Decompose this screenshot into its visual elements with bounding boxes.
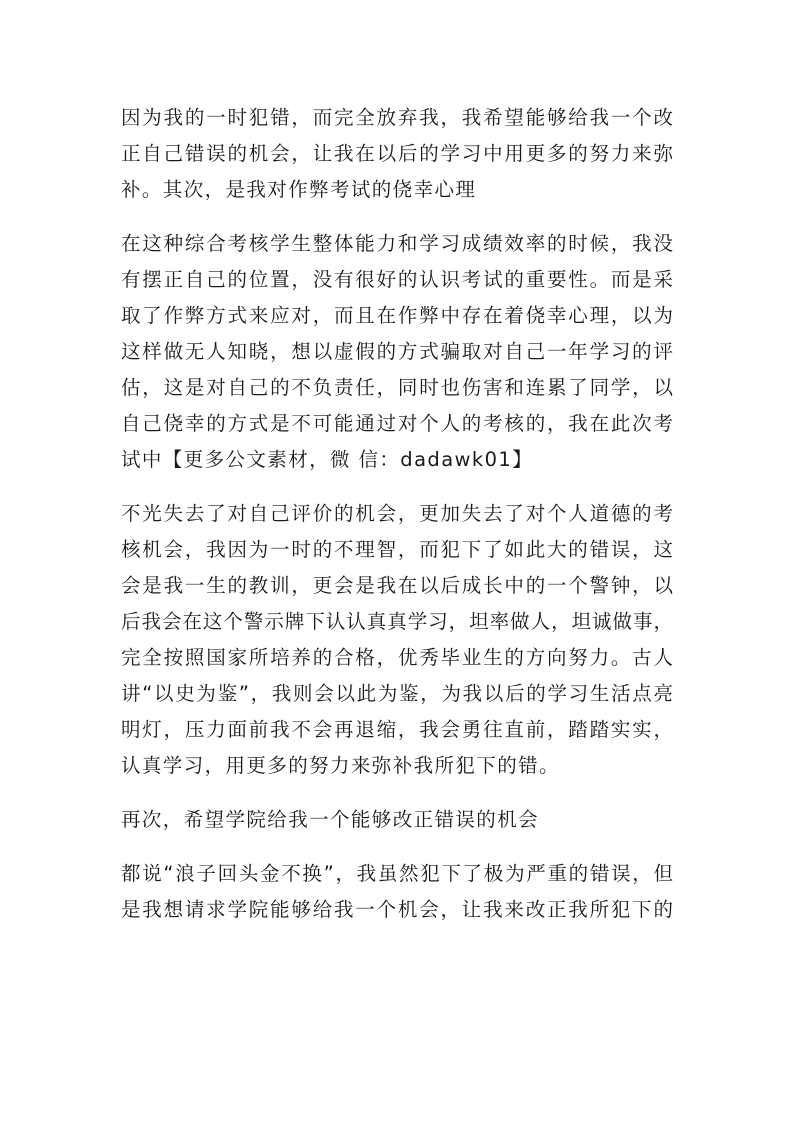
document-body (121, 100, 673, 946)
text-line: 补。其次，是我对作弊考试的侥幸心理 (121, 178, 477, 201)
text-line: 有摆正自己的位置，没有很好的认识考试的重要性。而是采 (121, 268, 673, 291)
text-line: 取了作弊方式来应对，而且在作弊中存在着侥幸心理，以为 (121, 304, 673, 327)
text-line: 讲“以史为鉴”，我则会以此为鉴，为我以后的学习生活点亮 (121, 682, 673, 705)
text-line: 都说“浪子回头金不换”，我虽然犯下了极为严重的错误，但 (121, 862, 673, 885)
text-line: 认真学习，用更多的努力来弥补我所犯下的错。 (121, 754, 560, 777)
text-line: 后我会在这个警示牌下认认真真学习，坦率做人，坦诚做事， (121, 610, 673, 633)
text-line: 不光失去了对自己评价的机会，更加失去了对个人道德的考 (121, 502, 673, 525)
text-line: 自己侥幸的方式是不可能通过对个人的考核的，我在此次考 (121, 412, 673, 435)
paragraph-3 (121, 496, 673, 784)
text-line: 在这种综合考核学生整体能力和学习成绩效率的时候，我没 (121, 232, 673, 255)
text-line: 再次，希望学院给我一个能够改正错误的机会 (121, 808, 540, 831)
paragraph-2 (121, 226, 673, 478)
paragraph-5 (121, 856, 673, 928)
text-line: 因为我的一时犯错，而完全放弃我，我希望能够给我一个改 (121, 106, 673, 129)
text-line: 估，这是对自己的不负责任，同时也伤害和连累了同学，以 (121, 376, 673, 399)
text-line: 会是我一生的教训，更会是我在以后成长中的一个警钟，以 (121, 574, 673, 597)
text-line: 正自己错误的机会，让我在以后的学习中用更多的努力来弥 (121, 142, 673, 165)
paragraph-1 (121, 100, 673, 208)
text-line: 明灯，压力面前我不会再退缩，我会勇往直前，踏踏实实， (121, 718, 673, 741)
text-line: 是我想请求学院能够给我一个机会，让我来改正我所犯下的 (121, 898, 673, 921)
text-line: 完全按照国家所培养的合格，优秀毕业生的方向努力。古人 (121, 646, 673, 669)
paragraph-4 (121, 802, 673, 838)
text-line: 这样做无人知晓，想以虚假的方式骗取对自己一年学习的评 (121, 340, 673, 363)
text-line: 试中【更多公文素材，微 信：dadawk01】 (121, 448, 534, 471)
text-line: 核机会，我因为一时的不理智，而犯下了如此大的错误，这 (121, 538, 673, 561)
